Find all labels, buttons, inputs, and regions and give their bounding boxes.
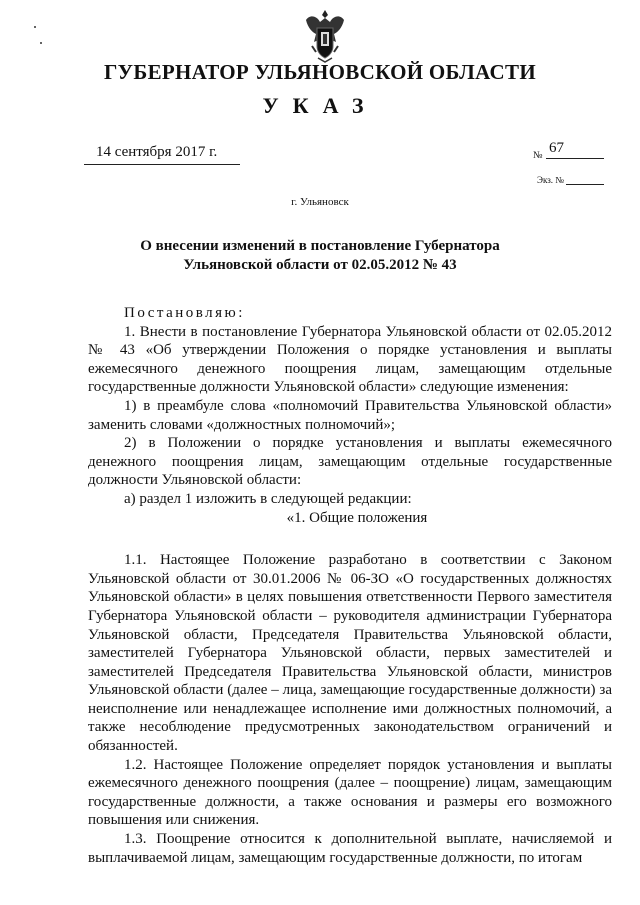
number-label: № bbox=[533, 150, 543, 161]
paragraph-a: а) раздел 1 изложить в следующей редакции: bbox=[124, 490, 412, 507]
city: г. Ульяновск bbox=[291, 196, 349, 208]
copy-number-label: Экз. № bbox=[537, 175, 564, 185]
authority-title: ГУБЕРНАТОР УЛЬЯНОВСКОЙ ОБЛАСТИ bbox=[104, 60, 536, 84]
paragraph-1-1: 1) в преамбуле слова «полномочий Правительства Ульяновской области» заменить словами «должностных полномочий»; bbox=[88, 397, 612, 433]
number-underline bbox=[546, 158, 604, 159]
document-body bbox=[88, 304, 612, 867]
section-heading: «1. Общие положения bbox=[286, 509, 428, 526]
coat-of-arms-emblem bbox=[300, 6, 350, 64]
section-1-3: 1.3. Поощрение относится к дополнительной выплате, начисляемой и выплачиваемой лицам, замещающим государственные должности, по итогам bbox=[88, 831, 612, 866]
title-line-1: О внесении изменений в постановление Губернатора bbox=[140, 238, 500, 254]
paragraph-1: 1. Внести в постановление Губернатора Ульяновской области от 02.05.2012 № 43 «Об утверждении Положения о порядке установления и выплаты ежемесячного денежного поощрения лицам, замещающим отдельные государственные должности Ульяновской области» следующие изменения: bbox=[88, 323, 612, 396]
decree-word: Постановляю: bbox=[124, 305, 245, 321]
paragraph-1-2: 2) в Положении о порядке установления и выплаты ежемесячного денежного поощрения лицам, замещающим отдельные государственные должности Ульяновской области: bbox=[88, 435, 612, 489]
decree-number: 67 bbox=[549, 140, 564, 156]
spacer bbox=[88, 527, 612, 551]
title-line-2: Ульяновской области от 02.05.2012 № 43 bbox=[183, 257, 457, 273]
section-1-2: 1.2. Настоящее Положение определяет порядок установления и выплаты ежемесячного денежного поощрения (далее – поощрение) лицам, замещающим государственные должности, а также основания и размеры его возможного повышения или снижения. bbox=[88, 756, 612, 829]
scan-speck bbox=[34, 26, 36, 28]
section-1-1: 1.1. Настоящее Положение разработано в соответствии с Законом Ульяновской области от 30.01.2006 № 06-ЗО «О государственных должностях Ульяновской области» в целях повышения ответственности Первого заместителя Губернатора Ульяновской области – руководителя администрации Губернатора Ульяновской области, Председателя Правительства Ульяновской области, заместителей Губернатора Ульяновской области, первых заместителей и заместителей Председателя Правительства Ульяновской области, министров Ульяновской области (далее – лица, замещающие государственные должности) за неисполнение или ненадлежащее исполнение ими должностных полномочий, а также несоблюдение предусмотренных законодательством ограничений и обязанностей. bbox=[88, 552, 612, 755]
decree-date: 14 сентября 2017 г. bbox=[96, 144, 218, 160]
copy-number-underline bbox=[566, 184, 604, 185]
document-title bbox=[80, 237, 560, 275]
date-underline bbox=[84, 164, 240, 165]
document-type: УКАЗ bbox=[262, 93, 378, 118]
scan-speck bbox=[40, 42, 42, 44]
